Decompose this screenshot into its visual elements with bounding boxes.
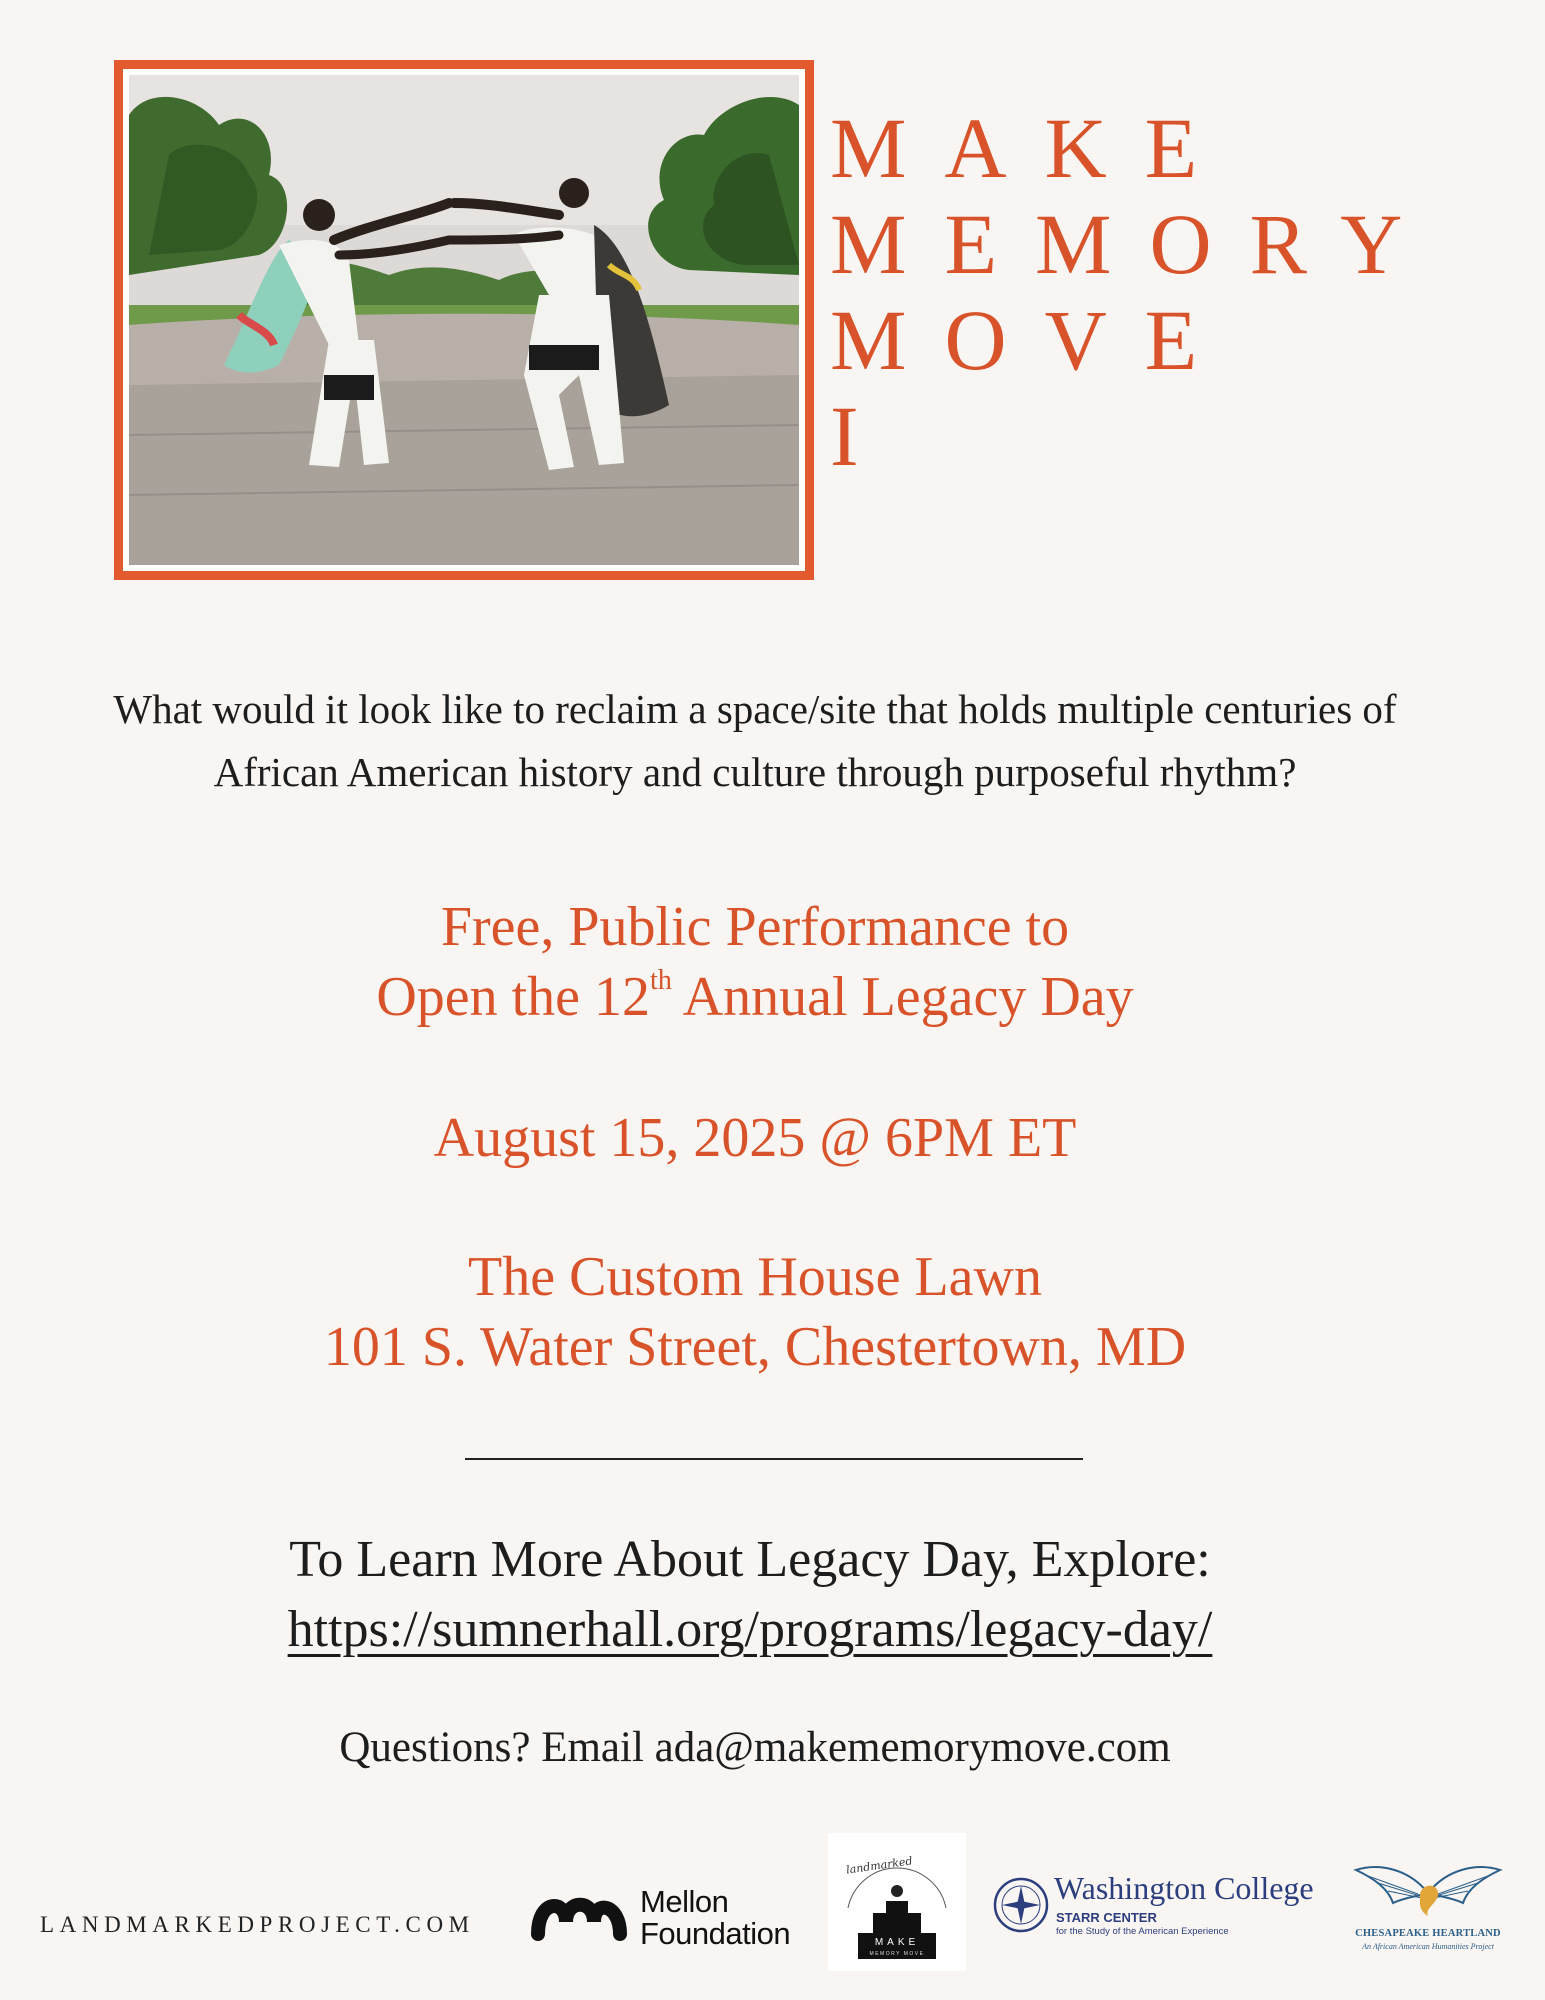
- legacy-day-link[interactable]: https://sumnerhall.org/programs/legacy-day/: [287, 1601, 1213, 1658]
- event-address: 101 S. Water Street, Chestertown, MD: [323, 1316, 1187, 1378]
- title-line-numeral: I: [830, 388, 897, 484]
- event-line-2-before: Open the 12: [376, 966, 651, 1028]
- chesapeake-sub: An African American Humanities Project: [1362, 1942, 1494, 1951]
- mellon-line-1: Mellon: [640, 1884, 729, 1919]
- divider: [465, 1458, 1083, 1460]
- learn-more-block: [100, 1525, 1400, 1665]
- wc-name: Washington College: [1054, 1870, 1314, 1906]
- landmarked-make-memory-move-logo: [828, 1833, 966, 1971]
- landmarked-sub-text: MEMORY MOVE: [869, 1951, 925, 1957]
- heartland-wings-icon: [1348, 1858, 1508, 1928]
- title-line-make: MAKE: [830, 100, 1236, 196]
- title-line-move: MOVE: [830, 292, 1236, 388]
- landmarked-make-text: MAKE: [874, 1937, 920, 1948]
- event-venue: The Custom House Lawn: [468, 1246, 1042, 1308]
- event-description: [110, 892, 1400, 1032]
- compass-seal-icon: [992, 1876, 1050, 1934]
- hero-photo-frame: [114, 60, 814, 580]
- event-line-2: [110, 962, 1400, 1032]
- title-line-memory: MEMORY: [830, 196, 1441, 292]
- footer-site-url: LANDMARKEDPROJECT.COM: [40, 1912, 475, 1937]
- event-line-2-after: Annual Legacy Day: [671, 966, 1134, 1028]
- mellon-wordmark: [640, 1886, 790, 1950]
- chesapeake-heartland-logo: [1348, 1858, 1508, 1968]
- title-block: [830, 100, 1440, 484]
- landmarked-script-text: landmarked: [845, 1854, 914, 1877]
- intro-question: What would it look like to reclaim a space/site that holds multiple centuries of African American history and culture through purposeful rhythm?: [113, 686, 1397, 795]
- questions-email: Questions? Email ada@makememorymove.com: [339, 1724, 1171, 1771]
- chesapeake-name: CHESAPEAKE HEARTLAND: [1355, 1928, 1501, 1939]
- mellon-foundation-logo: [528, 1880, 808, 1950]
- event-line-1: Free, Public Performance to: [440, 896, 1070, 958]
- event-date: August 15, 2025 @ 6PM ET: [433, 1107, 1077, 1169]
- wc-sub: for the Study of the American Experience: [1056, 1926, 1229, 1937]
- mellon-line-2: Foundation: [640, 1916, 791, 1951]
- event-line-2-sup: th: [650, 965, 672, 996]
- wc-starr: STARR CENTER: [1056, 1910, 1157, 1925]
- mellon-mark-icon: [528, 1884, 628, 1944]
- learn-more-label: To Learn More About Legacy Day, Explore:: [289, 1531, 1211, 1588]
- hero-photo-dancers: [129, 75, 799, 565]
- washington-college-starr-center-logo: [992, 1868, 1332, 1948]
